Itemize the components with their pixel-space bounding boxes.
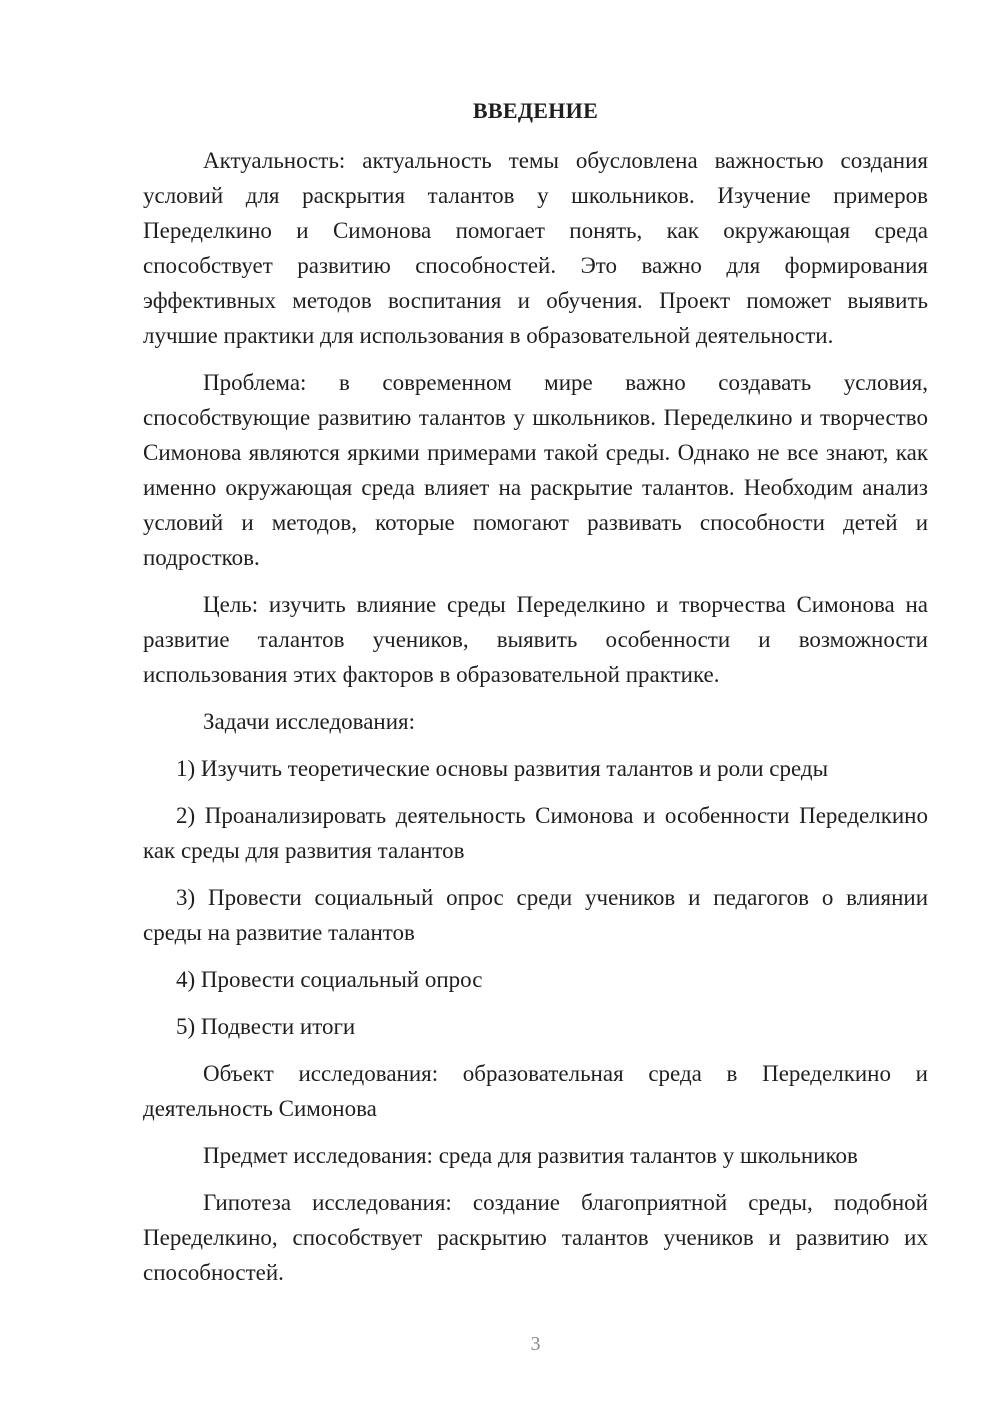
subject-paragraph: Предмет исследования: среда для развития талантов у школьников bbox=[203, 1143, 858, 1168]
hypothesis-paragraph: Гипотеза исследования: создание благоприятной среды, подобной Переделкино, способствует раскрытию талантов учеников и развитию их способностей. bbox=[143, 1190, 928, 1285]
problem-paragraph: Проблема: в современном мире важно создавать условия, способствующие развитию талантов у школьников. Переделкино и творчество Симонова являются яркими примерами такой среды. Однако не все знают, как именно окружающая среда влияет на раскрытие талантов. Необходим анализ условий и методов, которые помогают развивать способности детей и подростков. bbox=[143, 370, 928, 570]
task-item-2: 2) Проанализировать деятельность Симонова и особенности Переделкино как среды для развития талантов bbox=[143, 803, 928, 863]
goal-paragraph: Цель: изучить влияние среды Переделкино и творчества Симонова на развитие талантов учеников, выявить особенности и возможности использования этих факторов в образовательной практике. bbox=[143, 592, 928, 687]
task-item-3: 3) Провести социальный опрос среди учеников и педагогов о влиянии среды на развитие талантов bbox=[143, 885, 928, 945]
object-paragraph: Объект исследования: образовательная среда в Переделкино и деятельность Симонова bbox=[143, 1061, 928, 1121]
document-page bbox=[143, 0, 928, 1414]
section-title: ВВЕДЕНИЕ bbox=[472, 98, 599, 123]
relevance-paragraph: Актуальность: актуальность темы обусловлена важностью создания условий для раскрытия талантов у школьников. Изучение примеров Переделкино и Симонова помогает понять, как окружающая среда способствует развитию способностей. Это важно для формирования эффективных методов воспитания и обучения. Проект поможет выявить лучшие практики для использования в образовательной деятельности. bbox=[143, 148, 928, 348]
document-body bbox=[143, 143, 928, 1302]
tasks-heading: Задачи исследования: bbox=[203, 709, 416, 734]
page-number: 3 bbox=[530, 1333, 541, 1355]
task-item-4: 4) Провести социальный опрос bbox=[176, 967, 483, 992]
task-item-1: 1) Изучить теоретические основы развития талантов и роли среды bbox=[176, 756, 829, 781]
task-item-5: 5) Подвести итоги bbox=[176, 1014, 356, 1039]
